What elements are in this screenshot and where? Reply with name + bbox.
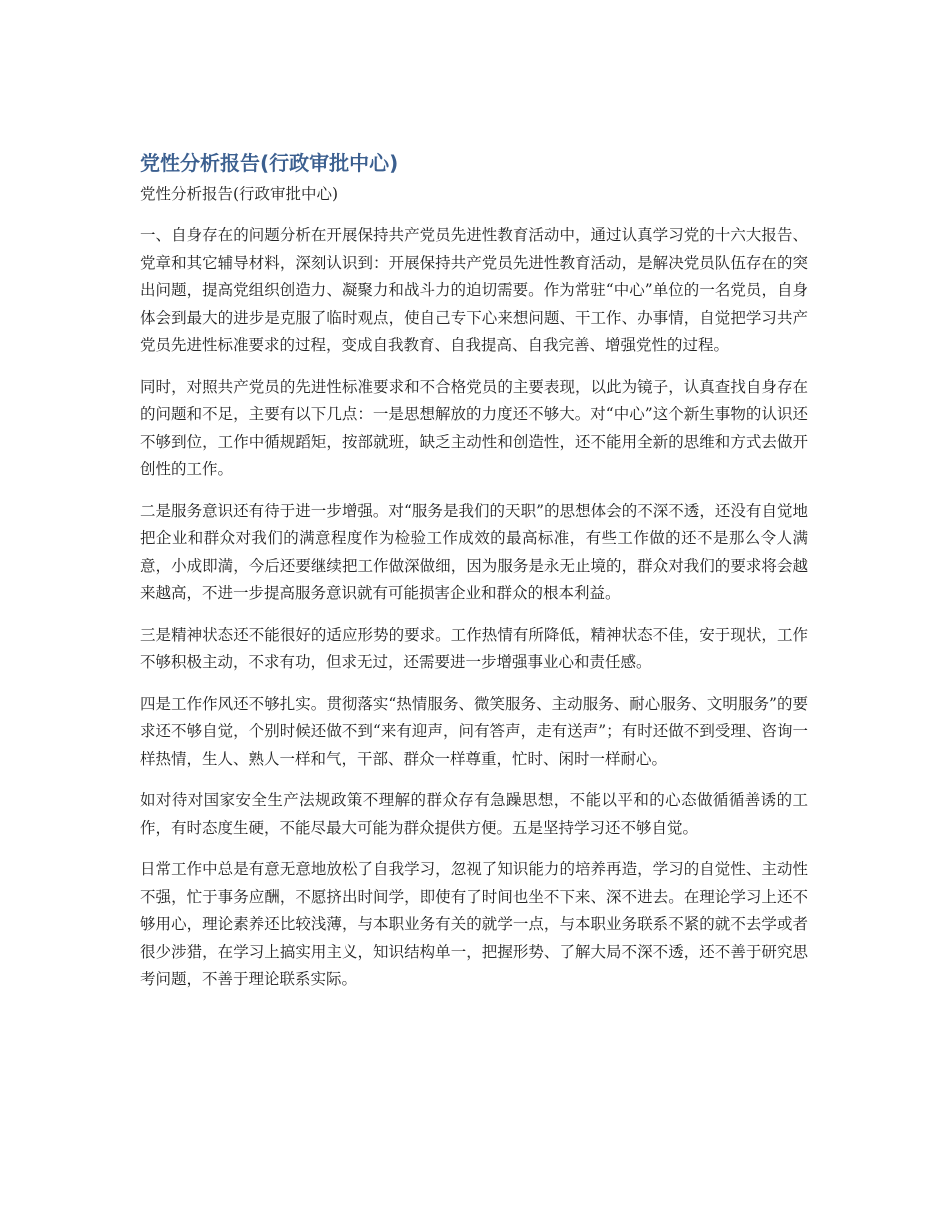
document-body: [140, 222, 808, 994]
document-title: 党性分析报告(行政审批中心): [140, 151, 399, 175]
document-page: [140, 148, 808, 1008]
paragraph-work-style: 四是工作作风还不够扎实。贯彻落实“热情服务、微笑服务、主动服务、耐心服务、文明服务”的要求还不够自觉，个别时候还做不到“来有迎声，问有答声，走有送声”；有时还做不到受理、咨询一样热情，生人、熟人一样和气，干部、群众一样尊重，忙时、闲时一样耐心。: [140, 694, 808, 768]
paragraph-attitude: 如对待对国家安全生产法规政策不理解的群众存有急躁思想，不能以平和的心态做循循善诱的工作，有时态度生硬，不能尽最大可能为群众提供方便。五是坚持学习还不够自觉。: [140, 791, 808, 837]
document-subtitle: 党性分析报告(行政审批中心): [140, 185, 339, 203]
paragraph-problem-analysis: 一、自身存在的问题分析在开展保持共产党员先进性教育活动中，通过认真学习党的十六大报告、党章和其它辅导材料，深刻认识到：开展保持共产党员先进性教育活动，是解决党员队伍存在的突出问题，提高党组织创造力、凝聚力和战斗力的迫切需要。作为常驻“中心”单位的一名党员，自身体会到最大的进步是克服了临时观点，使自己专下心来想问题、干工作、办事情，自觉把学习共产党员先进性标准要求的过程，变成自我教育、自我提高、自我完善、增强党性的过程。: [140, 226, 808, 354]
paragraph-study: 日常工作中总是有意无意地放松了自我学习，忽视了知识能力的培养再造，学习的自觉性、主动性不强，忙于事务应酬，不愿挤出时间学，即使有了时间也坐不下来、深不进去。在理论学习上还不够用心，理论素养还比较浅薄，与本职业务有关的就学一点，与本职业务联系不紧的就不去学或者很少涉猎，在学习上搞实用主义，知识结构单一，把握形势、了解大局不深不透，还不善于研究思考问题，不善于理论联系实际。: [140, 860, 808, 988]
paragraph-thought-liberation: 同时，对照共产党员的先进性标准要求和不合格党员的主要表现，以此为镜子，认真查找自身存在的问题和不足，主要有以下几点：一是思想解放的力度还不够大。对“中心”这个新生事物的认识还不够到位，工作中循规蹈矩，按部就班，缺乏主动性和创造性，还不能用全新的思维和方式去做开创性的工作。: [140, 377, 808, 478]
paragraph-mental-state: 三是精神状态还不能很好的适应形势的要求。工作热情有所降低，精神状态不佳，安于现状，工作不够积极主动，不求有功，但求无过，还需要进一步增强事业心和责任感。: [140, 625, 808, 671]
paragraph-service-awareness: 二是服务意识还有待于进一步增强。对“服务是我们的天职”的思想体会的不深不透，还没有自觉地把企业和群众对我们的满意程度作为检验工作成效的最高标准，有些工作做的还不是那么令人满意，小成即満，今后还要继续把工作做深做细，因为服务是永无止境的，群众对我们的要求将会越来越高，不进一步提高服务意识就有可能损害企业和群众的根本利益。: [140, 501, 808, 602]
